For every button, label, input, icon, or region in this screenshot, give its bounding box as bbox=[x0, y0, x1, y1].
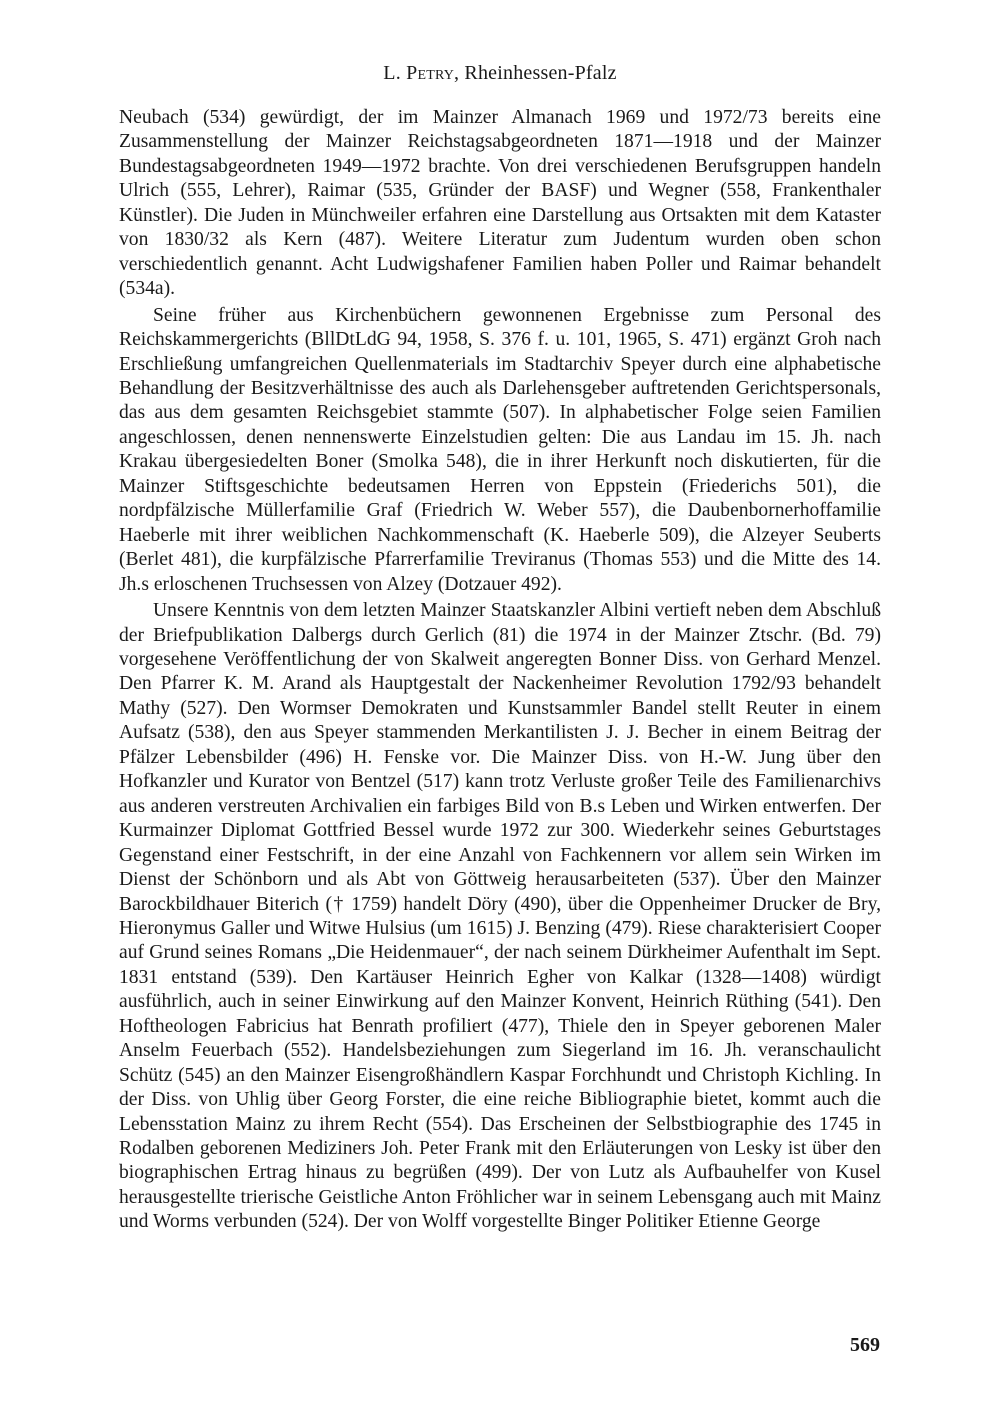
paragraph-1: Neubach (534) gewürdigt, der im Mainzer Almanach 1969 und 1972/73 bereits eine Zusammenstellung der Mainzer Reichstagsabgeordneten 1871—1918 und der Mainzer Bundestagsabgeordneten 1949—1972 brachte. Von drei verschiedenen Berufsgruppen handeln Ulrich (555, Lehrer), Raimar (535, Gründer der BASF) und Wegner (558, Frankenthaler Künstler). Die Juden in Münchweiler erfahren eine Darstellung aus Ortsakten mit dem Kataster von 1830/32 als Kern (487). Weitere Literatur zum Judentum wurden oben schon verschiedentlich genannt. Acht Ludwigshafener Familien haben Poller und Raimar behandelt (534a). bbox=[119, 107, 881, 300]
paragraph-3: Unsere Kenntnis von dem letzten Mainzer Staatskanzler Albini vertieft neben dem Abschluß der Briefpublikation Dalbergs durch Gerlich (81) die 1974 in der Mainzer Ztschr. (Bd. 79) vorgesehene Veröffentlichung der von Skalweit angeregten Bonner Diss. von Gerhard Menzel. Den Pfarrer K. M. Arand als Hauptgestalt der Nackenheimer Revolution 1792/93 behandelt Mathy (527). Den Wormser Demokraten und Kunstsammler Bandel stellt Reuter in einem Aufsatz (538), den aus Speyer stammenden Merkantilisten J. J. Becher in einem Beitrag der Pfälzer Lebensbilder (496) H. Fenske vor. Die Mainzer Diss. von H.-W. Jung über den Hofkanzler und Kurator von Bentzel (517) kann trotz Verluste großer Teile des Familienarchivs aus anderen verstreuten Archivalien ein farbiges Bild von B.s Leben und Wirken entwerfen. Der Kurmainzer Diplomat Gottfried Bessel wurde 1972 zur 300. Wiederkehr seines Geburtstages Gegenstand einer Festschrift, in der eine Anzahl von Fachkennern vor allem sein Wirken im Dienst der Schönborn und als Abt von Göttweig herausarbeiteten (537). Über den Mainzer Barockbildhauer Biterich († 1759) handelt Döry (490), über die Oppenheimer Drucker de Bry, Hieronymus Galler und Witwe Hulsius (um 1615) J. Benzing (479). Riese charakterisiert Cooper auf Grund seines Romans „Die Heidenmauer“, der nach seinem Dürkheimer Aufenthalt im Sept. 1831 entstand (539). Den Kartäuser Heinrich Egher von Kalkar (1328—1408) würdigt ausführlich, auch in seiner Einwirkung auf den Mainzer Konvent, Heinrich Rüthing (541). Den Hoftheologen Fabricius hat Benrath profiliert (477), Thiele den in Speyer geborenen Maler Anselm Feuerbach (552). Handelsbeziehungen zum Siegerland im 16. Jh. veranschaulicht Schütz (545) an den Mainzer Eisengroßhändlern Kaspar Forchhundt und Christoph Kichling. In der Diss. von Uhlig über Georg Forster, die eine reiche Bibliographie bietet, kommt auch die Lebensstation Mainz zu ihrem Recht (554). Das Erscheinen der Selbstbiographie des 1745 in Rodalben geborenen Mediziners Joh. Peter Frank mit den Erläuterungen von Lesky ist über den biographischen Ertrag hinaus zu begrüßen (499). Der von Lutz als Aufbauhelfer von Kusel herausgestellte trierische Geistliche Anton Fröhlicher war in seinem Lebensgang auch mit Mainz und Worms verbunden (524). Der von Wolff vorgestellte Binger Politiker Etienne George bbox=[119, 600, 881, 1233]
author-initial: L. bbox=[383, 62, 407, 84]
author-name: Petry bbox=[406, 62, 455, 84]
running-head bbox=[0, 62, 1000, 85]
running-head-title: , Rheinhessen-Pfalz bbox=[454, 62, 617, 84]
body-text bbox=[119, 106, 881, 1235]
paragraph-2: Seine früher aus Kirchenbüchern gewonnenen Ergebnisse zum Personal des Reichskammergerichts (BllDtLdG 94, 1958, S. 376 f. u. 101, 1965, S. 471) ergänzt Groh nach Erschließung umfangreichen Quellenmaterials im Stadtarchiv Speyer durch eine alphabetische Behandlung der Besitzverhältnisse des auch als Darlehensgeber auftretenden Gerichtspersonals, das aus dem gesamten Reichsgebiet stammte (507). In alphabetischer Folge seien Familien angeschlossen, denen nennenswerte Einzelstudien gelten: Die aus Landau im 15. Jh. nach Krakau übergesiedelten Boner (Smolka 548), die in ihrer Herkunft noch diskutierten, für die Mainzer Stiftsgeschichte bedeutsamen Herren von Eppstein (Friederichs 501), die nordpfälzische Müllerfamilie Graf (Friedrich W. Weber 557), die Daubenbornerhoffamilie Haeberle mit ihrer weiblichen Nachkommenschaft (K. Haeberle 509), die Alzeyer Seuberts (Berlet 481), die kurpfälzische Pfarrerfamilie Treviranus (Thomas 553) und die Mitte des 14. Jh.s erloschenen Truchsessen von Alzey (Dotzauer 492). bbox=[119, 304, 881, 595]
page-number: 569 bbox=[850, 1334, 880, 1356]
